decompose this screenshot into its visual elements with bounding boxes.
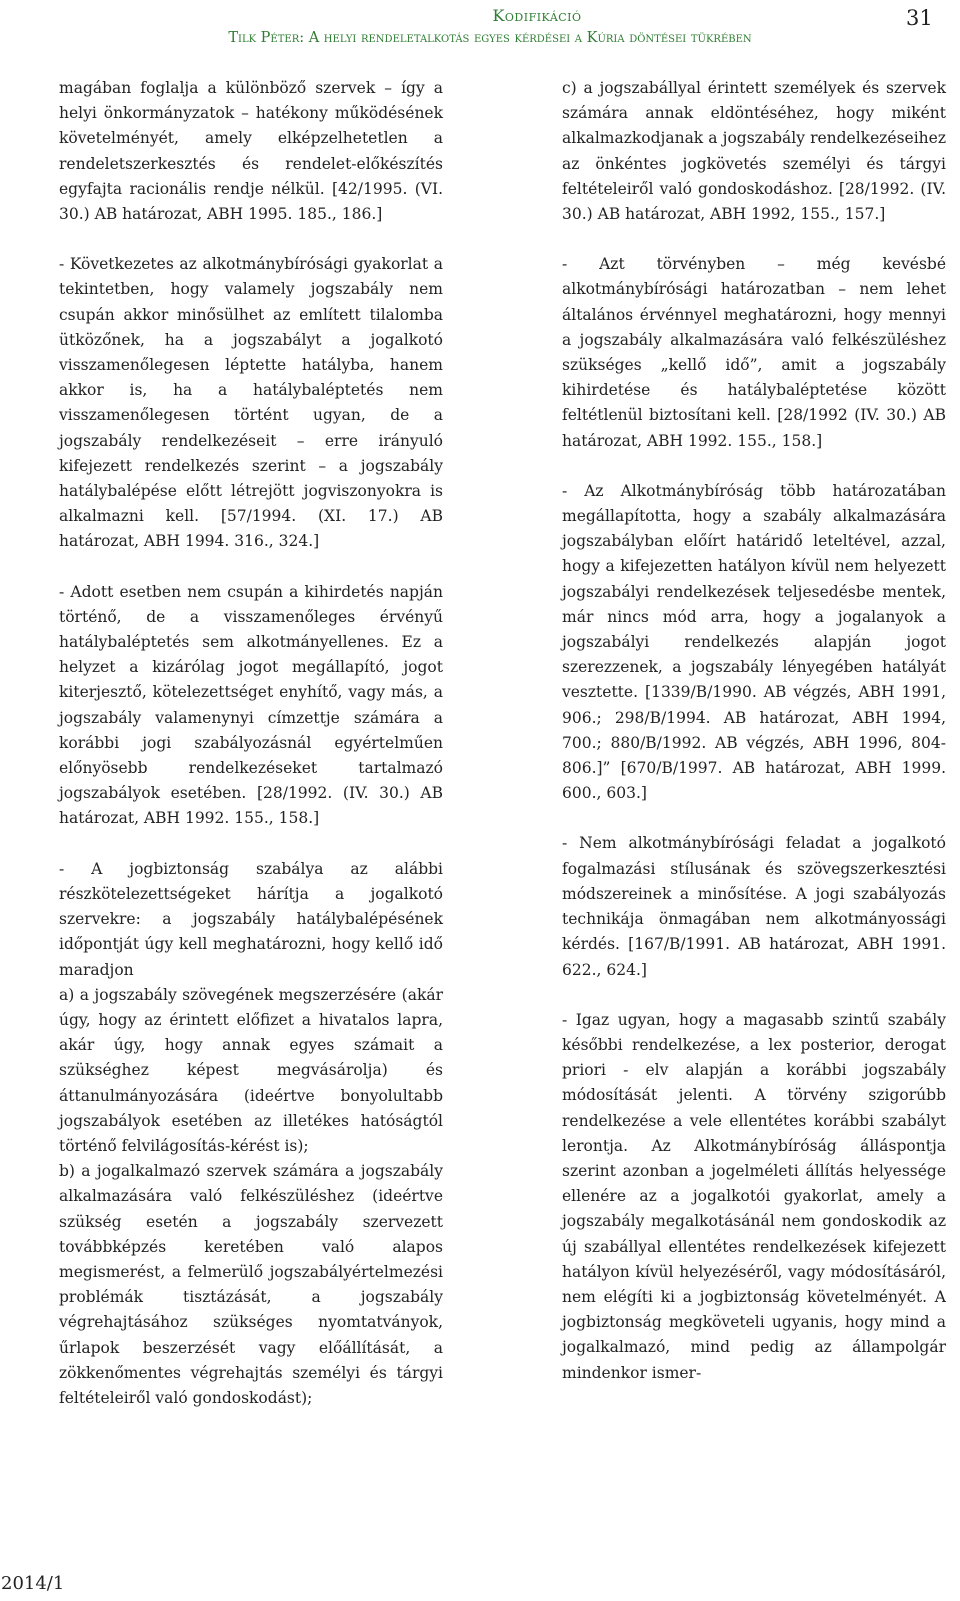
right-column — [562, 76, 946, 1386]
paragraph: magában foglalja a különböző szervek – így a helyi önkormányzatok – hatékony működésének követelményét, amely elképzelhetetlen a rendeletszerkesztés és rendelet-előkészítés egyfajta racionális rendje nélkül. [42/1995. (VI. 30.) AB határozat, ABH 1995. 185., 186.] — [59, 79, 443, 224]
paragraph: b) a jogalkalmazó szervek számára a jogszabály alkalmazására való felkészüléshez (ideértve szükség esetén a jogszabály szervezett továbbképzés keretében való alapos megismerést, a felmerülő jogszabályértelmezési problémák tisztázását, a jogszabály végrehajtásához szükséges nyomtatványok, űrlapok beszerzését vagy előállítását, a zökkenőmentes végrehajtás személyi és tárgyi feltételeiről való gondoskodást); — [59, 1162, 443, 1407]
running-header — [0, 6, 960, 56]
paragraph: - Következetes az alkotmánybírósági gyakorlat a tekintetben, hogy valamely jogszabály nem csupán akkor minősülhet az említett tilalomba ütközőnek, ha a jogszabályt a jogalkotó visszamenőlegesen léptette hatályba, hanem akkor is, ha a hatálybaléptetés nem visszamenőlegesen történt ugyan, de a jogszabály rendelkezéseit – erre irányuló kifejezett rendelkezés szerint – a jogszabály hatálybalépése előtt létrejött jogviszonyokra is alkalmazni kell. [57/1994. (XI. 17.) AB határozat, ABH 1994. 316., 324.] — [59, 255, 443, 551]
article-title: Tilk Péter: A helyi rendeletalkotás egyes kérdései a Kúria döntései tükrében — [228, 30, 752, 46]
paragraph: a) a jogszabály szövegének megszerzésére (akár úgy, hogy az érintett előfizet a hivatalos lapra, akár úgy, hogy annak egyes számait a szükséghez képest megvásárolja) és áttanulmányozására (ideértve bonyolultabb jogszabályok esetében az illetékes hatóságtól történő felvilágosítás-kérést is); — [59, 985, 443, 1155]
journal-title: Kodifikáció — [492, 6, 582, 25]
paragraph: - Adott esetben nem csupán a kihirdetés napján történő, de a visszamenőleges érvényű hatálybaléptetés sem alkotmányellenes. Ez a helyzet a kizárólag jogot megállapító, jogot kiterjesztő, kötelezettséget enyhítő, vagy más, a jogszabály valamenynyi címzettje számára a korábbi jogi szabályozásnál egyértelműen előnyösebb rendelkezéseket tartalmazó jogszabályok esetében. [28/1992. (IV. 30.) AB határozat, ABH 1992. 155., 158.] — [59, 582, 443, 828]
issue-label: 2014/1 — [1, 1573, 65, 1594]
page-number: 31 — [906, 6, 933, 30]
paragraph: - Azt törvényben – még kevésbé alkotmánybírósági határozatban – nem lehet általános érvénnyel meghatározni, hogy mennyi a jogszabály alkalmazására való felkészüléshez szükséges „kellő idő”, amit a jogszabály kihirdetése és hatálybaléptetése között feltétlenül biztosítani kell. [28/1992 (IV. 30.) AB határozat, ABH 1992. 155., 158.] — [562, 255, 946, 450]
paragraph: - A jogbiztonság szabálya az alábbi részkötelezettségeket hárítja a jogalkotó szervekre: a jogszabály hatálybalépésének időpontját úgy kell meghatározni, hogy kellő idő maradjon — [59, 859, 443, 979]
paragraph: - Igaz ugyan, hogy a magasabb szintű szabály későbbi rendelkezése, a lex posterior, derogat priori - elv alapján a korábbi jogszabály módosítását jelenti. A törvény szigorúbb rendelkezése a vele ellentétes korábbi szabályt lerontja. Az Alkotmánybíróság álláspontja szerint azonban a jogelméleti állítás helyessége ellenére az a jogalkotói gyakorlat, amely a jogszabály megalkotásánál nem gondoskodik az új szabállyal ellentétes rendelkezések kifejezett hatályon kívül helyezéséről, vagy módosításáról, nem elégíti ki a jogbiztonság követelményét. A jogbiztonság megköveteli ugyanis, hogy mind a jogalkalmazó, mind pedig az állampolgár mindenkor ismer- — [562, 1010, 946, 1382]
paragraph: - Az Alkotmánybíróság több határozatában megállapította, hogy a szabály alkalmazására jogszabályban előírt határidő leteltével, azzal, hogy a kifejezetten hatályon kívül nem helyezett jogszabályi rendelkezések teljesedésbe mentek, már nincs mód arra, hogy a jogalanyok a jogszabályi rendelkezés alapján jogot szerezzenek, a jogszabály lényegében hatályát vesztette. [1339/B/1990. AB végzés, ABH 1991, 906.; 298/B/1994. AB határozat, ABH 1994, 700.; 880/B/1992. AB végzés, ABH 1996, 804-806.]” [670/B/1997. AB határozat, ABH 1999. 600., 603.] — [562, 481, 946, 803]
paragraph: c) a jogszabállyal érintett személyek és szervek számára annak eldöntéséhez, hogy miként alkalmazkodjanak a jogszabály rendelkezéseihez az önkéntes jogkövetés személyi és tárgyi feltételeiről való gondoskodáshoz. [28/1992. (IV. 30.) AB határozat, ABH 1992, 155., 157.] — [562, 79, 946, 224]
left-column — [59, 76, 443, 1411]
paragraph: - Nem alkotmánybírósági feladat a jogalkotó fogalmazási stílusának és szövegszerkesztési módszereinek a minősítése. A jogi szabályozás technikája önmagában nem alkotmányossági kérdés. [167/B/1991. AB határozat, ABH 1991. 622., 624.] — [562, 834, 946, 979]
